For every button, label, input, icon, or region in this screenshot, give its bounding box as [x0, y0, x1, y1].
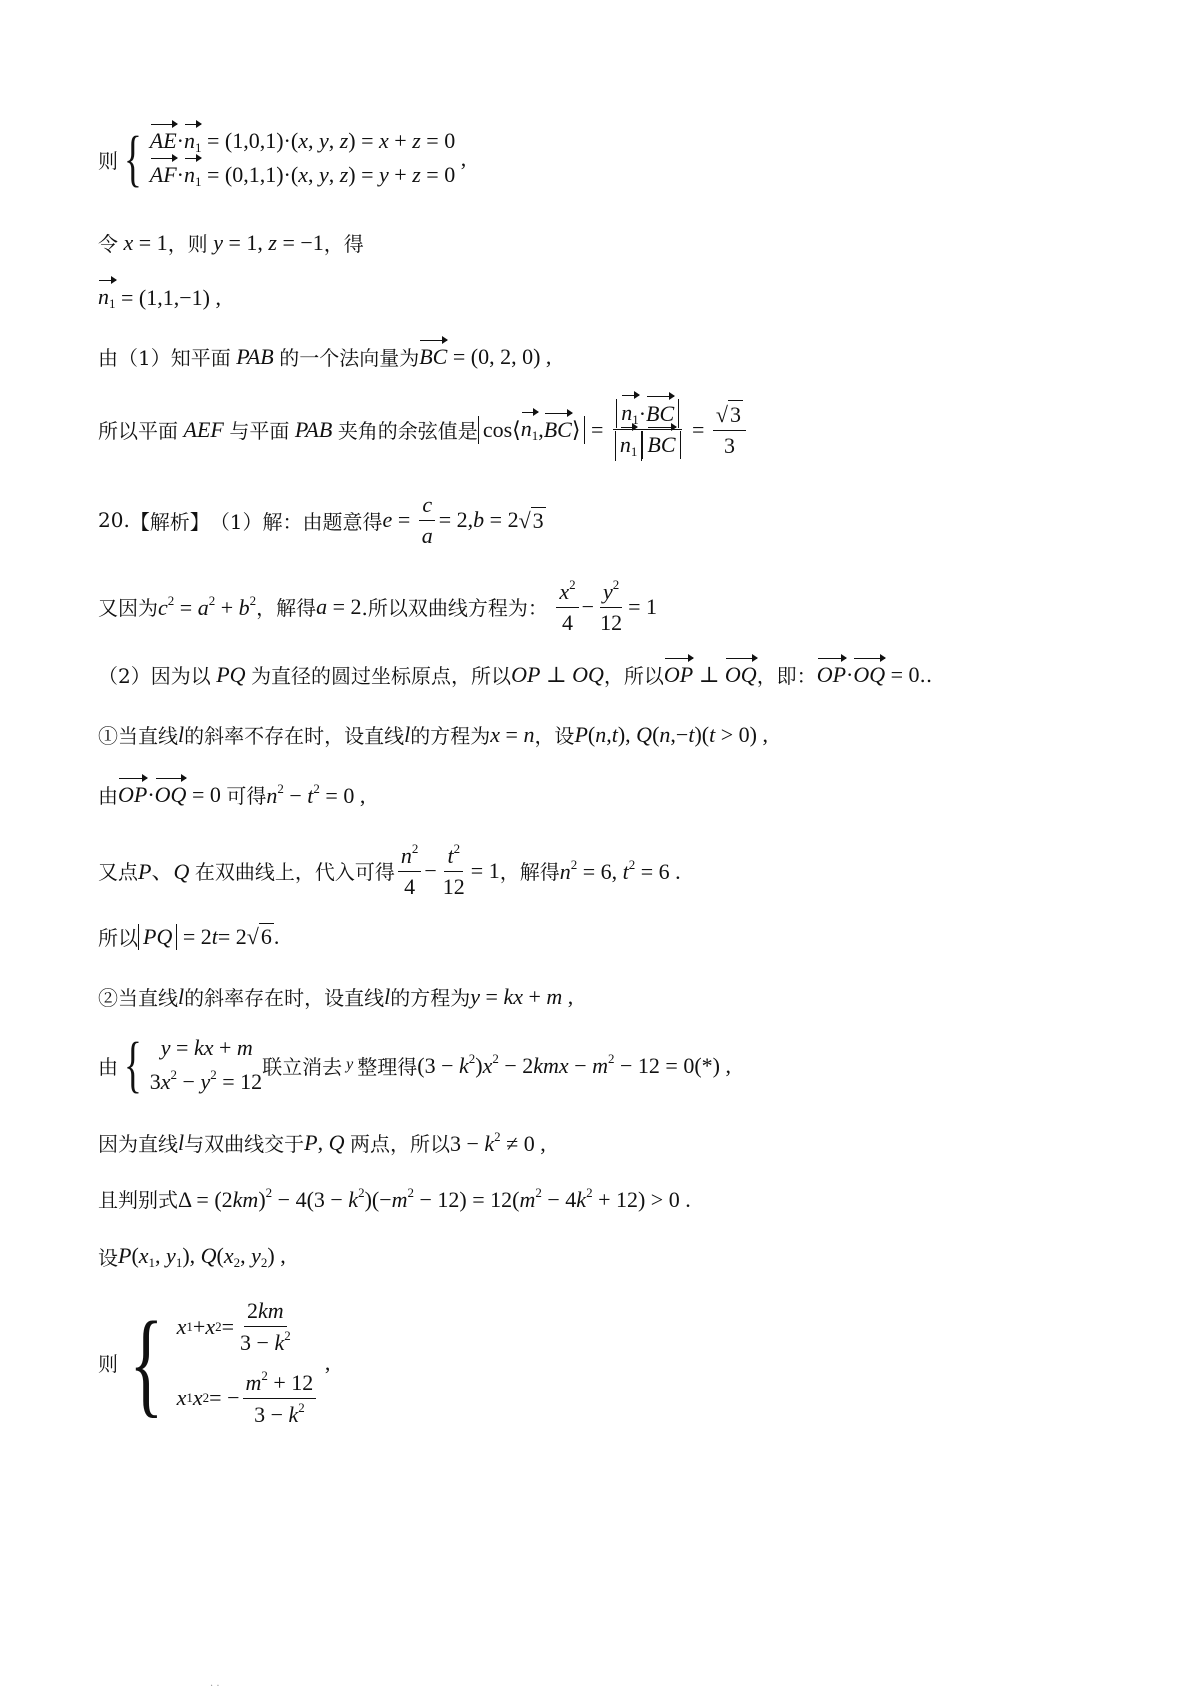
text-pq-length: 所以 PQ = 2 t = 2 √ 6 . [98, 923, 280, 950]
eq-n1: $n_1$ = (1,1,−1) , [98, 284, 221, 311]
page-dot: . . [210, 1678, 220, 1689]
text-plane-pab-normal: 由（1）知平面 PAB 的一个法向量为 BC = (0, 2, 0) , [98, 343, 552, 370]
text-substitute-points: 又点 P、Q 在双曲线上，代入可得 $\frac{n^2}{4}$ − $\frac{t^2}{12}$ = 1 ，解得 $n^2 = 6$, $t^2 = 6$ . [98, 841, 681, 899]
text-op-oq-zero: 由 OP·OQ = 0 可得 $n^2 - t^2 = 0$ , [98, 780, 366, 808]
text-cosine-angle: 所以平面 AEF 与平面 PAB 夹角的余弦值是 cos⟨ $n_1$ , BC ⟩ = $n_1$ · BC $n_1$ BC = √ 3 3 [98, 398, 749, 462]
text-problem-20: 20. 【解析】 （1）解：由题意得 e = $\frac{c}{a}$ = 2, b = 2 √ 3 [98, 492, 544, 548]
eq-system-normal-vector: 则 { $AE\cdot n_1 = (1,0,1)\cdot(x$, y, z) = x + z = 0 $AF\cdot n_1 = (0,1,1)\cdot(x$, y, z) = y + z = 0 , [98, 125, 467, 193]
eq-vieta-system: 则 { x 1 + x 2 = $\frac{2km}{3 - k^2}$ x 1 x 2 = − $\frac{m^2 + 12}{3 - k^2}$ , [98, 1296, 331, 1428]
text-discriminant: 且判别式 $\Delta = (2km)^2 - 4(3 - k^2)(-m^2 - 12) = 12(m^2 - 4k^2 + 12) > 0$ . [98, 1184, 691, 1212]
text-intersects: 因为直线 l 与双曲线交于 P, Q 两点，所以 $3 - k^2 \ne 0$ , [98, 1128, 546, 1156]
text-hyperbola-equation: 又因为 $c^2 = a^2 + b^2$ ，解得 a = 2 .所以双曲线方程为： $\frac{x^2}{4}$ − $\frac{y^2}{12}$ = 1 [98, 577, 657, 635]
text-case-2: ②当直线 l 的斜率存在时，设直线 l 的方程为 y = kx + m , [98, 983, 574, 1010]
eq-system-line-hyperbola: 由 { y = kx + m $3x^2 - y^2 = 12$ 联立消去 y 整理得 $(3 - k^2)x^2 - 2kmx - m^2 - 12 = 0(*)$ , [98, 1031, 731, 1099]
text-case-1: ①当直线 l 的斜率不存在时，设直线 l 的方程为 x = n ，设 P(n,t), Q(n,−t)(t > 0) , [98, 721, 768, 748]
text-set-points: 设 $P(x_1$, $y_1$), $Q(x_2$, $y_2$) , [98, 1242, 286, 1270]
text-ze: 则 [98, 148, 118, 173]
text-part-2: （2）因为以 PQ 为直径的圆过坐标原点，所以 OP ⊥ OQ ，所以 OP ⊥ OQ ，即： OP·OQ = 0 .. [98, 661, 933, 688]
text-let-x: 令 x = 1 ，则 y = 1, z = −1 ，得 [98, 229, 364, 256]
